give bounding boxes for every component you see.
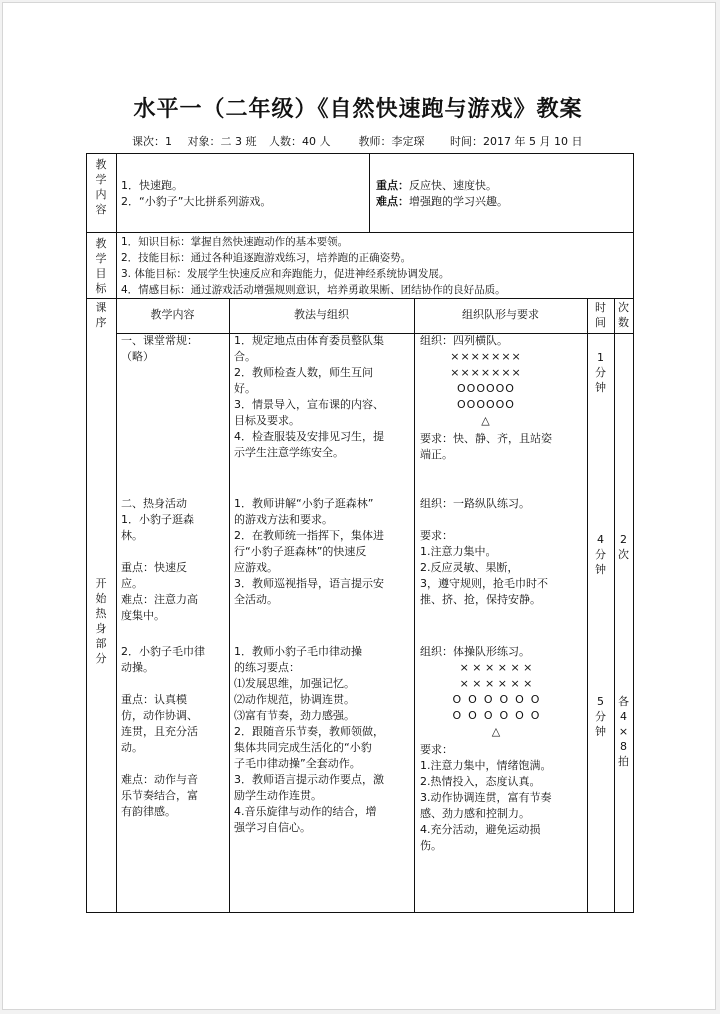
difficult-point-text: 增强跑的学习兴趣。 — [409, 195, 508, 208]
formation-routine-title: 组织：四列横队。 — [420, 334, 508, 347]
grid-line — [86, 153, 634, 154]
formation-forest-game: 组织：一路纵队练习。 要求： 1.注意力集中。 2.反应灵敏、果断， 3，遵守规则，抢毛巾时不 推、挤、抢，保持安静。 — [420, 497, 548, 606]
section-warmup-label: 开 始 热 身 部 分 — [95, 577, 107, 665]
content-routine: 一、课堂常规： （略） — [121, 334, 198, 363]
difficult-point-label: 难点： — [376, 195, 409, 208]
header-content: 教学内容 — [150, 308, 195, 321]
document-title: 水平一（二年级）《自然快速跑与游戏》教案 — [133, 96, 583, 122]
formation-towel-title: 组织：体操队形练习。 — [420, 645, 530, 658]
content-towel-dance: 2．小豹子毛巾律 动操。 重点：认真模 仿，动作协调、 连贯，且充分活 动。 难点：动作与音 乐节奏结合，富 有韵律感。 — [121, 645, 205, 818]
header-time: 时 间 — [595, 301, 606, 329]
method-towel-dance: 1．教师小豹子毛巾律动操 的练习要点： ⑴发展思维，加强记忆。 ⑵动作规范，协调连贯。 ⑶富有节奏，劲力感强。 2．跟随音乐节奏，教师领做， 集体共同完成生活化的“小豹 子毛巾律动操”全套动作。 3．教师语言提示动作要点，激 励学生动作连贯。 4.音乐旋律与动作的结合，增 强学习自信心。 — [234, 645, 384, 834]
header-formation: 组织队形与要求 — [462, 308, 539, 321]
grid-line — [633, 153, 634, 913]
grid-line — [86, 298, 634, 299]
content-forest-game: 二、热身活动 1．小豹子逛森 林。 重点：快速反 应。 难点：注意力高 度集中。 — [121, 497, 198, 622]
student-count: 人数：40 人 — [269, 135, 331, 148]
teaching-content-label: 教 学 内 容 — [95, 158, 107, 216]
header-times: 次 数 — [618, 301, 629, 329]
grid-line — [116, 153, 117, 913]
teaching-goals-label: 教 学 目 标 — [95, 237, 107, 295]
teaching-goals-text: 1．知识目标：掌握自然快速跑动作的基本要领。 2．技能目标：通过各种追逐跑游戏练习，培养跑的正确姿势。 3. 体能目标：发展学生快速反应和奔跑能力，促进神经系统协调发展。 4．情感目标：通过游戏活动增强规则意识，培养勇敢果断、团结协作的良好品质。 — [121, 236, 506, 296]
grid-line — [86, 232, 634, 233]
key-point — [376, 178, 497, 194]
grid-line — [369, 153, 370, 233]
key-point-label: 重点： — [376, 179, 409, 192]
class-target: 对象：二 3 班 — [187, 135, 257, 148]
formation-routine-requirements: 要求：快、静、齐，且站姿 端正。 — [420, 432, 552, 461]
grid-line — [614, 298, 615, 913]
time-routine: 1 分 钟 — [595, 351, 606, 394]
method-routine: 1．规定地点由体育委员整队集 合。 2．教师检查人数，师生互问 好。 3．情景导入，宣布课的内容、 目标及要求。 4．检查服装及安排见习生，提 示学生注意学练安全。 — [234, 334, 384, 459]
lesson-date: 时间：2017 年 5 月 10 日 — [450, 135, 583, 148]
times-forest-game: 2 次 — [618, 533, 629, 561]
formation-routine-grid: ××××××× ××××××× OOOOOO OOOOOO △ — [450, 350, 522, 427]
lesson-number: 课次：1 — [132, 135, 172, 148]
formation-towel-grid: × × × × × × × × × × × × O O O O O O O O O O O O △ — [452, 661, 540, 738]
times-towel-dance: 各 4 × 8 拍 — [618, 695, 629, 768]
formation-towel-requirements: 要求： 1.注意力集中，情绪饱满。 2.热情投入，态度认真。 3.动作协调连贯，富有节奏 感、劲力感和控制力。 4.充分活动，避免运动损 伤。 — [420, 743, 552, 852]
grid-line — [414, 298, 415, 913]
lesson-info — [132, 133, 582, 149]
header-section: 课 序 — [95, 301, 107, 329]
grid-line — [229, 298, 230, 913]
grid-line — [86, 912, 634, 913]
teaching-content-items: 1．快速跑。 2．“小豹子”大比拼系列游戏。 — [121, 179, 272, 208]
header-method: 教法与组织 — [294, 308, 349, 321]
teacher-name: 教师：李定琛 — [358, 135, 425, 148]
method-forest-game: 1．教师讲解“小豹子逛森林” 的游戏方法和要求。 2．在教师统一指挥下，集体进 行“小豹子逛森林”的快速反 应游戏。 3．教师巡视指导，语言提示安 全活动。 — [234, 497, 384, 606]
time-towel-dance: 5 分 钟 — [595, 695, 606, 738]
difficult-point — [376, 194, 508, 210]
key-point-text: 反应快、速度快。 — [409, 179, 497, 192]
time-forest-game: 4 分 钟 — [595, 533, 606, 576]
